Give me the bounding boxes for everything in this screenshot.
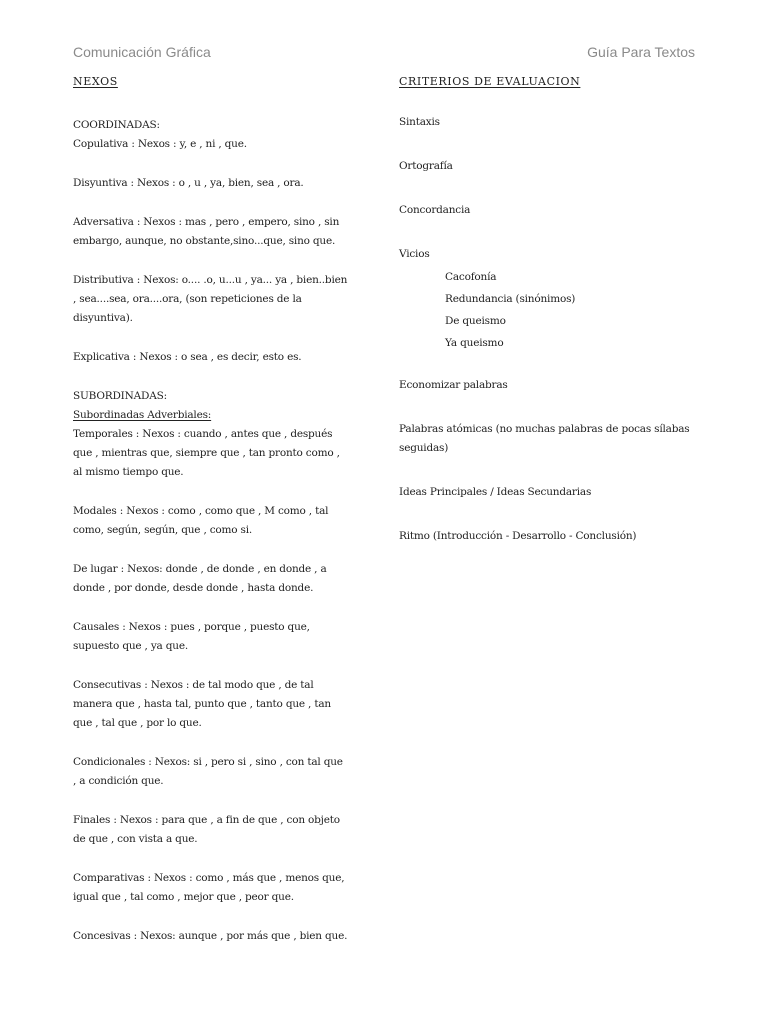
subordinadas-subheading: Subordinadas Adverbiales: [73,409,212,421]
vicio-item: Ya queismo [445,337,504,349]
criterios-column [399,72,709,571]
criterio-item: Ideas Principales / Ideas Secundarias [399,486,592,498]
nexo-item: Explicativa : Nexos : o sea , es decir, esto es. [73,351,302,363]
nexo-item: Disyuntiva : Nexos : o , u , ya, bien, sea , ora. [73,177,304,189]
header-left-text: Comunicación Gráfica [73,44,211,60]
criterio-item: Ritmo (Introducción - Desarrollo - Conclusión) [399,530,637,542]
nexos-column [73,72,348,966]
nexo-item: Comparativas : Nexos : como , más que , menos que, igual que , tal como , mejor que , peor que. [73,872,345,903]
criterio-item: Palabras atómicas (no muchas palabras de pocas sílabas seguidas) [399,423,690,454]
nexo-item: Consecutivas : Nexos : de tal modo que , de tal manera que , hasta tal, punto que , tanto que , tan que , tal que , por lo que. [73,679,331,729]
header-right-text: Guía Para Textos [587,44,695,60]
vicios-list [445,266,709,354]
subordinadas-heading: SUBORDINADAS: [73,390,167,402]
nexo-item: Condicionales : Nexos: si , pero si , sino , con tal que , a condición que. [73,756,343,787]
nexo-item: Copulativa : Nexos : y, e , ni , que. [73,138,247,150]
nexo-item: Distributiva : Nexos: o.... .o, u...u , ya... ya , bien..bien , sea....sea, ora....ora, (son repeticiones de la disyuntiva). [73,274,348,324]
vicio-item: Redundancia (sinónimos) [445,293,576,305]
criterio-item: Economizar palabras [399,379,508,391]
vicio-item: Cacofonía [445,271,497,283]
criterios-title: CRITERIOS DE EVALUACION [399,75,581,88]
nexo-item: Temporales : Nexos : cuando , antes que , después que , mientras que, siempre que , tan pronto como , al mismo tiempo que. [73,428,340,478]
nexo-item: Adversativa : Nexos : mas , pero , empero, sino , sin embargo, aunque, no obstante,sino...que, sino que. [73,216,340,247]
criterio-item: Sintaxis [399,116,440,128]
coordinadas-heading: COORDINADAS: [73,119,160,131]
vicios-heading: Vicios [399,248,430,260]
nexo-item: Concesivas : Nexos: aunque , por más que , bien que. [73,930,348,942]
vicio-item: De queismo [445,315,506,327]
criterio-item: Ortografía [399,160,453,172]
nexo-item: Modales : Nexos : como , como que , M como , tal como, según, según, que , como si. [73,505,329,536]
nexo-item: Causales : Nexos : pues , porque , puesto que, supuesto que , ya que. [73,621,310,652]
nexo-item: De lugar : Nexos: donde , de donde , en donde , a donde , por donde, desde donde , hasta donde. [73,563,327,594]
criterio-item: Concordancia [399,204,471,216]
nexos-title: NEXOS [73,75,118,88]
nexo-item: Finales : Nexos : para que , a fin de que , con objeto de que , con vista a que. [73,814,340,845]
